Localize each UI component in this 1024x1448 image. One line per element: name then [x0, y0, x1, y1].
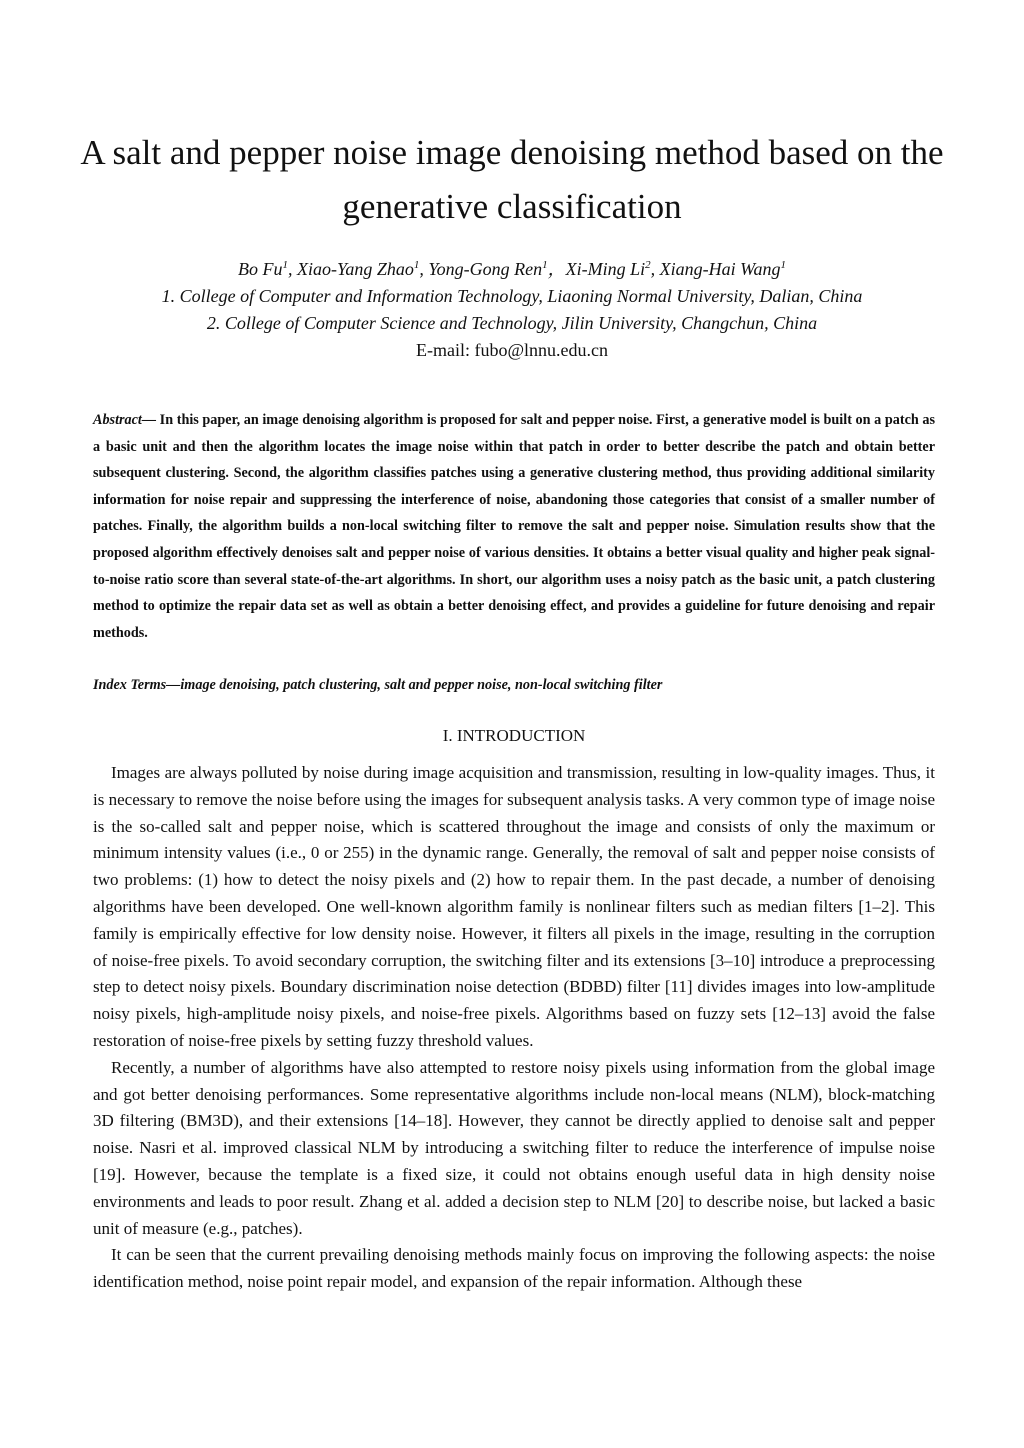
author-name: Xi-Ming Li — [565, 259, 646, 279]
author-name: Yong-Gong Ren — [428, 259, 543, 279]
body-paragraph: Recently, a number of algorithms have also attempted to restore noisy pixels using information from the global image and got better denoising performances. Some representative algorithms include non-local means (NLM), block-matching 3D filtering (BM3D), and their extensions [14–18]. However, they cannot be directly applied to denoise salt and pepper noise. Nasri et al. improved classical NLM by introducing a switching filter to reduce the interference of impulse noise [19]. However, because the template is a fixed size, it could not obtains enough useful data in high density noise environments and leads to poor result. Zhang et al. added a decision step to NLM [20] to describe noise, but lacked a basic unit of measure (e.g., patches). — [93, 1057, 935, 1238]
author-name: Xiang-Hai Wang — [659, 259, 781, 279]
section-heading: I. INTRODUCTION — [442, 726, 586, 745]
body-paragraph: Images are always polluted by noise during image acquisition and transmission, resulting in low-quality images. Thus, it is necessary to remove the noise before using the images for subsequent analysis tasks. A very common type of image noise is the so-called salt and pepper noise, which is scattered throughout the image and consists of only the maximum or minimum intensity values (i.e., 0 or 255) in the dynamic range. Generally, the removal of salt and pepper noise consists of two problems: (1) how to detect the noisy pixels and (2) how to repair them. In the past decade, a number of denoising algorithms have been developed. One well-known algorithm family is nonlinear filters such as median filters [1–2]. This family is empirically effective for low density noise. However, it filters all pixels in the image, resulting in the corruption of noise-free pixels. To avoid secondary corruption, the switching filter and its extensions [3–10] introduce a preprocessing step to detect noisy pixels. Boundary discrimination noise detection (BDBD) filter [11] divides images into low-amplitude noisy pixels, high-amplitude noisy pixels, and noise-free pixels. Algorithms based on fuzzy sets [12–13] avoid the false restoration of noise-free pixels by setting fuzzy threshold values. — [93, 763, 935, 1050]
author-separator: , — [287, 259, 297, 279]
author-list — [60, 256, 964, 283]
body-paragraph: It can be seen that the current prevailing denoising methods mainly focus on improving the following aspects: the noise identification method, noise point repair model, and expansion of the repair information. Although these — [93, 1245, 935, 1292]
affiliation-1: 1. College of Computer and Information Technology, Liaoning Normal University, Dalian, China — [161, 286, 863, 306]
author-name: Xiao-Yang Zhao — [296, 259, 414, 279]
author-separator: ， — [547, 259, 566, 279]
author-affiliation-mark: 2 — [645, 259, 651, 271]
author-separator: , — [650, 259, 660, 279]
author-affiliation-mark: 1 — [542, 259, 548, 271]
index-terms: Index Terms—image denoising, patch clustering, salt and pepper noise, non-local switching filter — [93, 677, 663, 693]
author-name: Bo Fu — [237, 259, 283, 279]
paper-title: A salt and pepper noise image denoising method based on the generative classification — [80, 133, 944, 226]
abstract-label: Abstract— — [93, 412, 157, 428]
author-email: E-mail: fubo@lnnu.edu.cn — [415, 340, 609, 360]
author-separator: , — [419, 259, 429, 279]
author-affiliation-mark: 1 — [413, 259, 420, 271]
author-affiliation-mark: 1 — [780, 259, 787, 271]
abstract — [93, 407, 935, 646]
affiliation-2: 2. College of Computer Science and Technology, Jilin University, Changchun, China — [206, 313, 818, 333]
author-affiliation-mark: 1 — [282, 259, 288, 271]
section-body — [93, 760, 935, 1296]
abstract-text: In this paper, an image denoising algorithm is proposed for salt and pepper noise. First, a generative model is built on a patch as a basic unit and then the algorithm locates the image noise within that patch in order to better describe the patch and obtain better subsequent clustering. Second, the algorithm classifies patches using a generative clustering method, thus providing additional similarity information for noise repair and suppressing the interference of noise, abandoning those categories that consist of a smaller number of patches. Finally, the algorithm builds a non-local switching filter to remove the salt and pepper noise. Simulation results show that the proposed algorithm effectively denoises salt and pepper noise of various densities. It obtains a better visual quality and higher peak signal-to-noise ratio score than several state-of-the-art algorithms. In short, our algorithm uses a noisy patch as the basic unit, a patch clustering method to optimize the repair data set as well as obtain a better denoising effect, and provides a guideline for future denoising and repair methods. — [93, 412, 935, 641]
